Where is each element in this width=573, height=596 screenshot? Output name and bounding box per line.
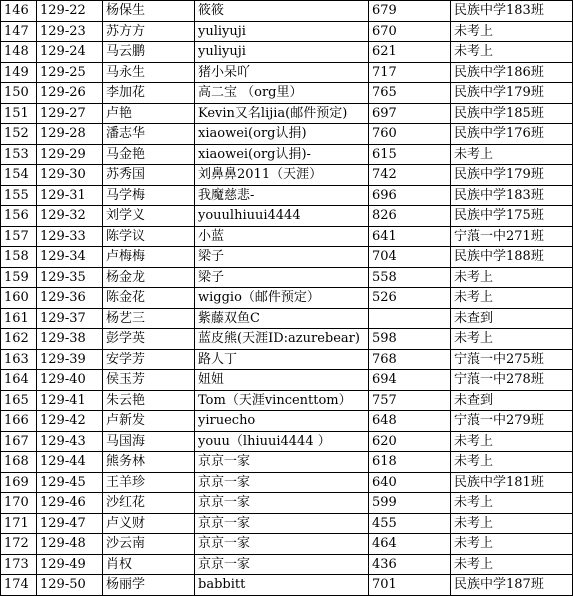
- result-cell: 民族中学187班: [451, 575, 573, 596]
- student-id-cell: 129-31: [37, 185, 103, 206]
- score-cell: 742: [369, 165, 451, 186]
- student-name-cell: 沙红花: [103, 493, 195, 514]
- student-name-cell: 马永生: [103, 62, 195, 83]
- score-cell: 648: [369, 411, 451, 432]
- student-name-cell: 杨保生: [103, 1, 195, 22]
- row-number-cell: 151: [1, 103, 37, 124]
- table-row: [1, 62, 573, 83]
- row-number-cell: 155: [1, 185, 37, 206]
- sponsor-cell: Kevin又名lijia(邮件预定): [195, 103, 369, 124]
- row-number-cell: 154: [1, 165, 37, 186]
- sponsor-cell: 猪小呆吖: [195, 62, 369, 83]
- student-name-cell: 侯玉芳: [103, 370, 195, 391]
- table-body: [1, 1, 573, 596]
- result-cell: 未查到: [451, 390, 573, 411]
- table-row: [1, 226, 573, 247]
- row-number-cell: 150: [1, 83, 37, 104]
- student-id-cell: 129-23: [37, 21, 103, 42]
- sponsor-cell: Tom（天涯vincenttom）: [195, 390, 369, 411]
- score-cell: 826: [369, 206, 451, 227]
- sponsor-cell: xiaowei(org认捐): [195, 124, 369, 145]
- row-number-cell: 147: [1, 21, 37, 42]
- table-row: [1, 165, 573, 186]
- student-name-cell: 朱云艳: [103, 390, 195, 411]
- student-name-cell: 熊务林: [103, 452, 195, 473]
- result-cell: 宁蒗一中278班: [451, 370, 573, 391]
- row-number-cell: 164: [1, 370, 37, 391]
- table-row: [1, 452, 573, 473]
- sponsor-cell: 京京一家: [195, 534, 369, 555]
- row-number-cell: 148: [1, 42, 37, 63]
- row-number-cell: 163: [1, 349, 37, 370]
- sponsor-cell: 小蓝: [195, 226, 369, 247]
- table-row: [1, 370, 573, 391]
- score-cell: 679: [369, 1, 451, 22]
- score-cell: 765: [369, 83, 451, 104]
- table-row: [1, 247, 573, 268]
- table-row: [1, 411, 573, 432]
- student-id-cell: 129-48: [37, 534, 103, 555]
- sponsor-cell: 蓝皮熊(天涯ID:azurebear): [195, 329, 369, 350]
- sponsor-cell: 妞妞: [195, 370, 369, 391]
- sponsor-cell: yuliyuji: [195, 42, 369, 63]
- table-row: [1, 554, 573, 575]
- student-id-cell: 129-27: [37, 103, 103, 124]
- result-cell: 民族中学179班: [451, 83, 573, 104]
- result-cell: 未考上: [451, 452, 573, 473]
- result-cell: 民族中学175班: [451, 206, 573, 227]
- result-cell: 宁蒗一中279班: [451, 411, 573, 432]
- result-cell: 未考上: [451, 42, 573, 63]
- score-cell: 621: [369, 42, 451, 63]
- sponsor-cell: 京京一家: [195, 554, 369, 575]
- student-id-cell: 129-41: [37, 390, 103, 411]
- sponsor-cell: yiruecho: [195, 411, 369, 432]
- score-cell: 640: [369, 472, 451, 493]
- result-cell: 民族中学179班: [451, 165, 573, 186]
- table-row: [1, 103, 573, 124]
- row-number-cell: 149: [1, 62, 37, 83]
- student-name-cell: 陈学议: [103, 226, 195, 247]
- result-cell: 民族中学185班: [451, 103, 573, 124]
- table-row: [1, 493, 573, 514]
- result-cell: 未考上: [451, 493, 573, 514]
- table-row: [1, 472, 573, 493]
- row-number-cell: 168: [1, 452, 37, 473]
- result-cell: 未考上: [451, 329, 573, 350]
- score-cell: 455: [369, 513, 451, 534]
- score-cell: 704: [369, 247, 451, 268]
- score-cell: 464: [369, 534, 451, 555]
- student-name-cell: 彭学英: [103, 329, 195, 350]
- sponsor-cell: xiaowei(org认捐)-: [195, 144, 369, 165]
- sponsor-cell: 紫藤双鱼C: [195, 308, 369, 329]
- sponsor-cell: 筱筱: [195, 1, 369, 22]
- table-row: [1, 390, 573, 411]
- table-row: [1, 42, 573, 63]
- sponsor-cell: 京京一家: [195, 513, 369, 534]
- result-cell: 未考上: [451, 267, 573, 288]
- row-number-cell: 167: [1, 431, 37, 452]
- result-cell: 未考上: [451, 431, 573, 452]
- student-name-cell: 苏秀国: [103, 165, 195, 186]
- student-name-cell: 肖权: [103, 554, 195, 575]
- student-name-cell: 卢义财: [103, 513, 195, 534]
- sponsor-cell: 高二宝 （org里）: [195, 83, 369, 104]
- student-id-cell: 129-43: [37, 431, 103, 452]
- score-cell: 757: [369, 390, 451, 411]
- student-name-cell: 马云鹏: [103, 42, 195, 63]
- student-id-cell: 129-28: [37, 124, 103, 145]
- score-cell: [369, 308, 451, 329]
- sponsor-cell: wiggio（邮件预定）: [195, 288, 369, 309]
- student-id-cell: 129-29: [37, 144, 103, 165]
- student-name-cell: 马学梅: [103, 185, 195, 206]
- result-cell: 宁蒗一中275班: [451, 349, 573, 370]
- score-cell: 694: [369, 370, 451, 391]
- row-number-cell: 169: [1, 472, 37, 493]
- sponsor-cell: 路人丁: [195, 349, 369, 370]
- student-name-cell: 卢新发: [103, 411, 195, 432]
- student-name-cell: 王羊珍: [103, 472, 195, 493]
- score-cell: 526: [369, 288, 451, 309]
- result-cell: 未查到: [451, 308, 573, 329]
- score-cell: 558: [369, 267, 451, 288]
- sponsor-cell: 梁子: [195, 247, 369, 268]
- student-id-cell: 129-50: [37, 575, 103, 596]
- student-name-cell: 卢梅梅: [103, 247, 195, 268]
- result-cell: 民族中学183班: [451, 185, 573, 206]
- student-id-cell: 129-46: [37, 493, 103, 514]
- score-cell: 618: [369, 452, 451, 473]
- result-cell: 未考上: [451, 534, 573, 555]
- student-id-cell: 129-44: [37, 452, 103, 473]
- student-id-cell: 129-30: [37, 165, 103, 186]
- student-name-cell: 刘学义: [103, 206, 195, 227]
- row-number-cell: 173: [1, 554, 37, 575]
- table-row: [1, 534, 573, 555]
- student-id-cell: 129-22: [37, 1, 103, 22]
- row-number-cell: 153: [1, 144, 37, 165]
- row-number-cell: 162: [1, 329, 37, 350]
- student-id-cell: 129-40: [37, 370, 103, 391]
- table-row: [1, 267, 573, 288]
- row-number-cell: 161: [1, 308, 37, 329]
- score-cell: 717: [369, 62, 451, 83]
- student-name-cell: 陈金花: [103, 288, 195, 309]
- result-cell: 宁蒗一中271班: [451, 226, 573, 247]
- row-number-cell: 172: [1, 534, 37, 555]
- student-name-cell: 杨艺三: [103, 308, 195, 329]
- row-number-cell: 171: [1, 513, 37, 534]
- student-id-cell: 129-34: [37, 247, 103, 268]
- student-id-cell: 129-42: [37, 411, 103, 432]
- table-row: [1, 513, 573, 534]
- score-cell: 436: [369, 554, 451, 575]
- row-number-cell: 157: [1, 226, 37, 247]
- row-number-cell: 156: [1, 206, 37, 227]
- sponsor-cell: 京京一家: [195, 472, 369, 493]
- student-name-cell: 沙云南: [103, 534, 195, 555]
- result-cell: 未考上: [451, 144, 573, 165]
- student-id-cell: 129-25: [37, 62, 103, 83]
- table-row: [1, 83, 573, 104]
- result-cell: 未考上: [451, 513, 573, 534]
- sponsor-cell: 刘鼻鼻2011（天涯）: [195, 165, 369, 186]
- student-id-cell: 129-26: [37, 83, 103, 104]
- result-cell: 民族中学183班: [451, 1, 573, 22]
- row-number-cell: 152: [1, 124, 37, 145]
- student-id-cell: 129-39: [37, 349, 103, 370]
- score-cell: 599: [369, 493, 451, 514]
- student-name-cell: 卢艳: [103, 103, 195, 124]
- score-cell: 615: [369, 144, 451, 165]
- row-number-cell: 158: [1, 247, 37, 268]
- score-cell: 620: [369, 431, 451, 452]
- score-cell: 697: [369, 103, 451, 124]
- student-id-cell: 129-24: [37, 42, 103, 63]
- table-row: [1, 349, 573, 370]
- row-number-cell: 159: [1, 267, 37, 288]
- score-cell: 598: [369, 329, 451, 350]
- score-cell: 760: [369, 124, 451, 145]
- student-id-cell: 129-38: [37, 329, 103, 350]
- table-row: [1, 144, 573, 165]
- row-number-cell: 166: [1, 411, 37, 432]
- table-row: [1, 288, 573, 309]
- table-row: [1, 329, 573, 350]
- result-cell: 民族中学188班: [451, 247, 573, 268]
- student-id-cell: 129-36: [37, 288, 103, 309]
- row-number-cell: 160: [1, 288, 37, 309]
- sponsor-cell: 京京一家: [195, 493, 369, 514]
- table-row: [1, 21, 573, 42]
- row-number-cell: 170: [1, 493, 37, 514]
- result-cell: 民族中学176班: [451, 124, 573, 145]
- table-row: [1, 1, 573, 22]
- score-cell: 670: [369, 21, 451, 42]
- table-row: [1, 308, 573, 329]
- student-name-cell: 杨丽学: [103, 575, 195, 596]
- sponsor-cell: 梁子: [195, 267, 369, 288]
- score-cell: 768: [369, 349, 451, 370]
- table-row: [1, 185, 573, 206]
- student-name-cell: 马金艳: [103, 144, 195, 165]
- student-id-cell: 129-32: [37, 206, 103, 227]
- score-cell: 696: [369, 185, 451, 206]
- row-number-cell: 146: [1, 1, 37, 22]
- score-cell: 701: [369, 575, 451, 596]
- student-name-cell: 潘志华: [103, 124, 195, 145]
- student-id-cell: 129-47: [37, 513, 103, 534]
- student-name-cell: 杨金龙: [103, 267, 195, 288]
- sponsor-cell: 我魔慈悲-: [195, 185, 369, 206]
- student-id-cell: 129-45: [37, 472, 103, 493]
- sponsor-cell: babbitt: [195, 575, 369, 596]
- table-row: [1, 206, 573, 227]
- student-name-cell: 苏方方: [103, 21, 195, 42]
- row-number-cell: 174: [1, 575, 37, 596]
- student-name-cell: 李加花: [103, 83, 195, 104]
- student-id-cell: 129-33: [37, 226, 103, 247]
- student-id-cell: 129-35: [37, 267, 103, 288]
- sponsor-cell: youu（lhiuui4444 ）: [195, 431, 369, 452]
- table-row: [1, 431, 573, 452]
- student-id-cell: 129-37: [37, 308, 103, 329]
- student-name-cell: 马国海: [103, 431, 195, 452]
- result-cell: 民族中学181班: [451, 472, 573, 493]
- result-cell: 未考上: [451, 288, 573, 309]
- result-cell: 未考上: [451, 554, 573, 575]
- student-name-cell: 安学芳: [103, 349, 195, 370]
- row-number-cell: 165: [1, 390, 37, 411]
- score-cell: 641: [369, 226, 451, 247]
- sponsor-cell: youulhiuui4444: [195, 206, 369, 227]
- result-cell: 民族中学186班: [451, 62, 573, 83]
- table-row: [1, 124, 573, 145]
- student-id-cell: 129-49: [37, 554, 103, 575]
- result-cell: 未考上: [451, 21, 573, 42]
- sponsor-cell: yuliyuji: [195, 21, 369, 42]
- sponsor-cell: 京京一家: [195, 452, 369, 473]
